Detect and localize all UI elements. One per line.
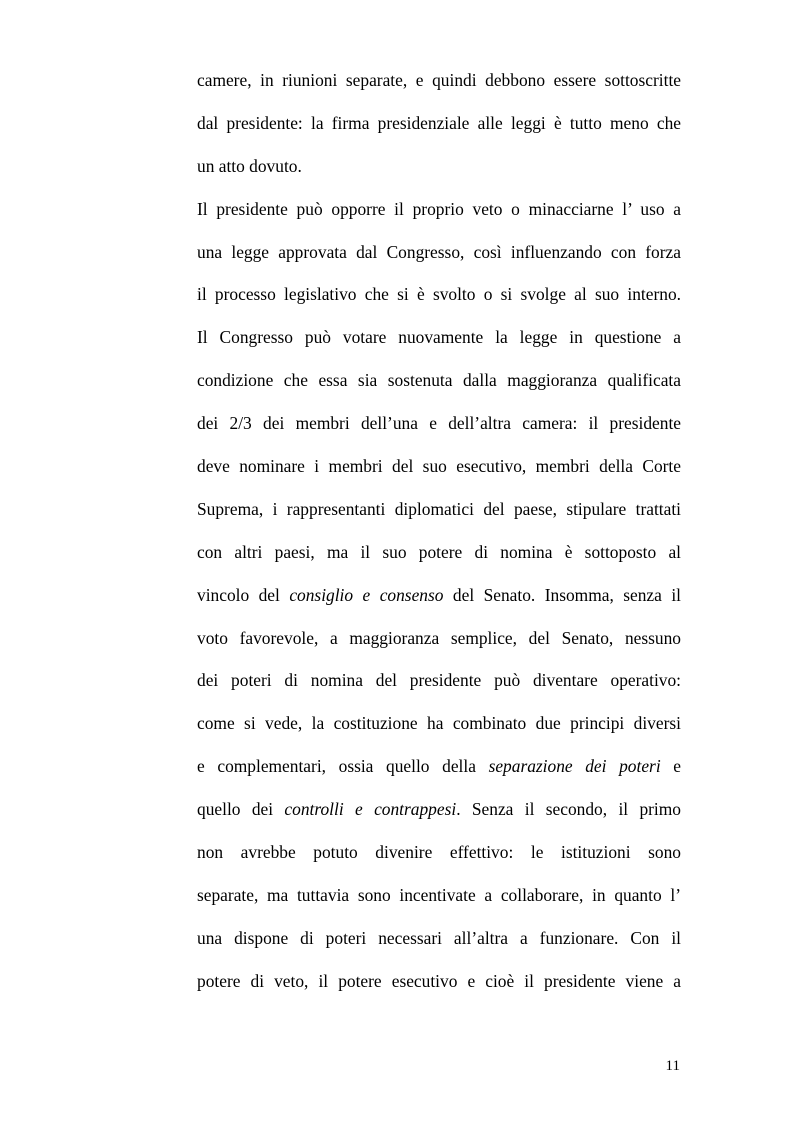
text-run: Il presidente può opporre il proprio veto o minacciarne l’ uso a — [197, 198, 681, 219]
text-line — [197, 659, 681, 702]
page-number: 11 — [665, 1058, 680, 1074]
text-run: separate, ma tuttavia sono incentivate a collaborare, in quanto l’ — [197, 884, 681, 905]
text-run: il processo legislativo che si è svolto o si svolge al suo interno. — [197, 284, 681, 305]
text-line — [197, 231, 681, 274]
text-run: deve nominare i membri del suo esecutivo, membri della Corte — [197, 456, 681, 477]
text-line — [197, 788, 681, 831]
text-run: voto favorevole, a maggioranza semplice, del Senato, nessuno — [197, 627, 681, 648]
text-run: non avrebbe potuto divenire effettivo: le istituzioni sono — [197, 842, 681, 863]
text-run: Il Congresso può votare nuovamente la legge in questione a — [197, 327, 681, 348]
italic-phrase: controlli e contrappesi — [284, 799, 457, 820]
text-line — [197, 617, 681, 660]
text-line — [197, 702, 681, 745]
text-run: . Senza il secondo, il primo — [456, 799, 681, 820]
text-run: dei 2/3 dei membri dell’una e dell’altra camera: il presidente — [197, 413, 681, 434]
text-run: quello dei — [197, 799, 285, 820]
text-run: condizione che essa sia sostenuta dalla maggioranza qualificata — [197, 370, 681, 391]
text-line — [197, 831, 681, 874]
text-run: una legge approvata dal Congresso, così influenzando con forza — [197, 241, 681, 262]
text-line — [197, 745, 681, 788]
text-run: Suprema, i rappresentanti diplomatici del paese, stipulare trattati — [197, 498, 681, 519]
text-line — [197, 917, 681, 960]
text-run: e complementari, ossia quello della — [197, 756, 489, 777]
text-line — [197, 188, 681, 231]
italic-phrase: consiglio e consenso — [289, 584, 444, 605]
text-run: un atto dovuto. — [197, 155, 302, 176]
text-line — [197, 145, 681, 188]
text-run: potere di veto, il potere esecutivo e cioè il presidente viene a — [197, 970, 681, 991]
text-line — [197, 273, 681, 316]
text-line — [197, 102, 681, 145]
text-run: come si vede, la costituzione ha combinato due principi diversi — [197, 713, 681, 734]
text-line — [197, 574, 681, 617]
text-line — [197, 402, 681, 445]
text-line — [197, 488, 681, 531]
text-line — [197, 445, 681, 488]
text-line — [197, 531, 681, 574]
text-run: vincolo del — [197, 584, 290, 605]
page-body — [197, 59, 681, 1003]
text-run: una dispone di poteri necessari all’altra a funzionare. Con il — [197, 927, 681, 948]
text-run: con altri paesi, ma il suo potere di nomina è sottoposto al — [197, 541, 681, 562]
text-run: dal presidente: la firma presidenziale alle leggi è tutto meno che — [197, 112, 681, 133]
text-line — [197, 359, 681, 402]
text-run: dei poteri di nomina del presidente può diventare operativo: — [197, 670, 681, 691]
text-run: camere, in riunioni separate, e quindi debbono essere sottoscritte — [197, 70, 681, 90]
text-line — [197, 59, 681, 102]
text-run: del Senato. Insomma, senza il — [443, 584, 681, 605]
text-line — [197, 960, 681, 1003]
text-line — [197, 316, 681, 359]
text-line — [197, 874, 681, 917]
text-run: e — [660, 756, 682, 777]
italic-phrase: separazione dei poteri — [488, 756, 661, 777]
